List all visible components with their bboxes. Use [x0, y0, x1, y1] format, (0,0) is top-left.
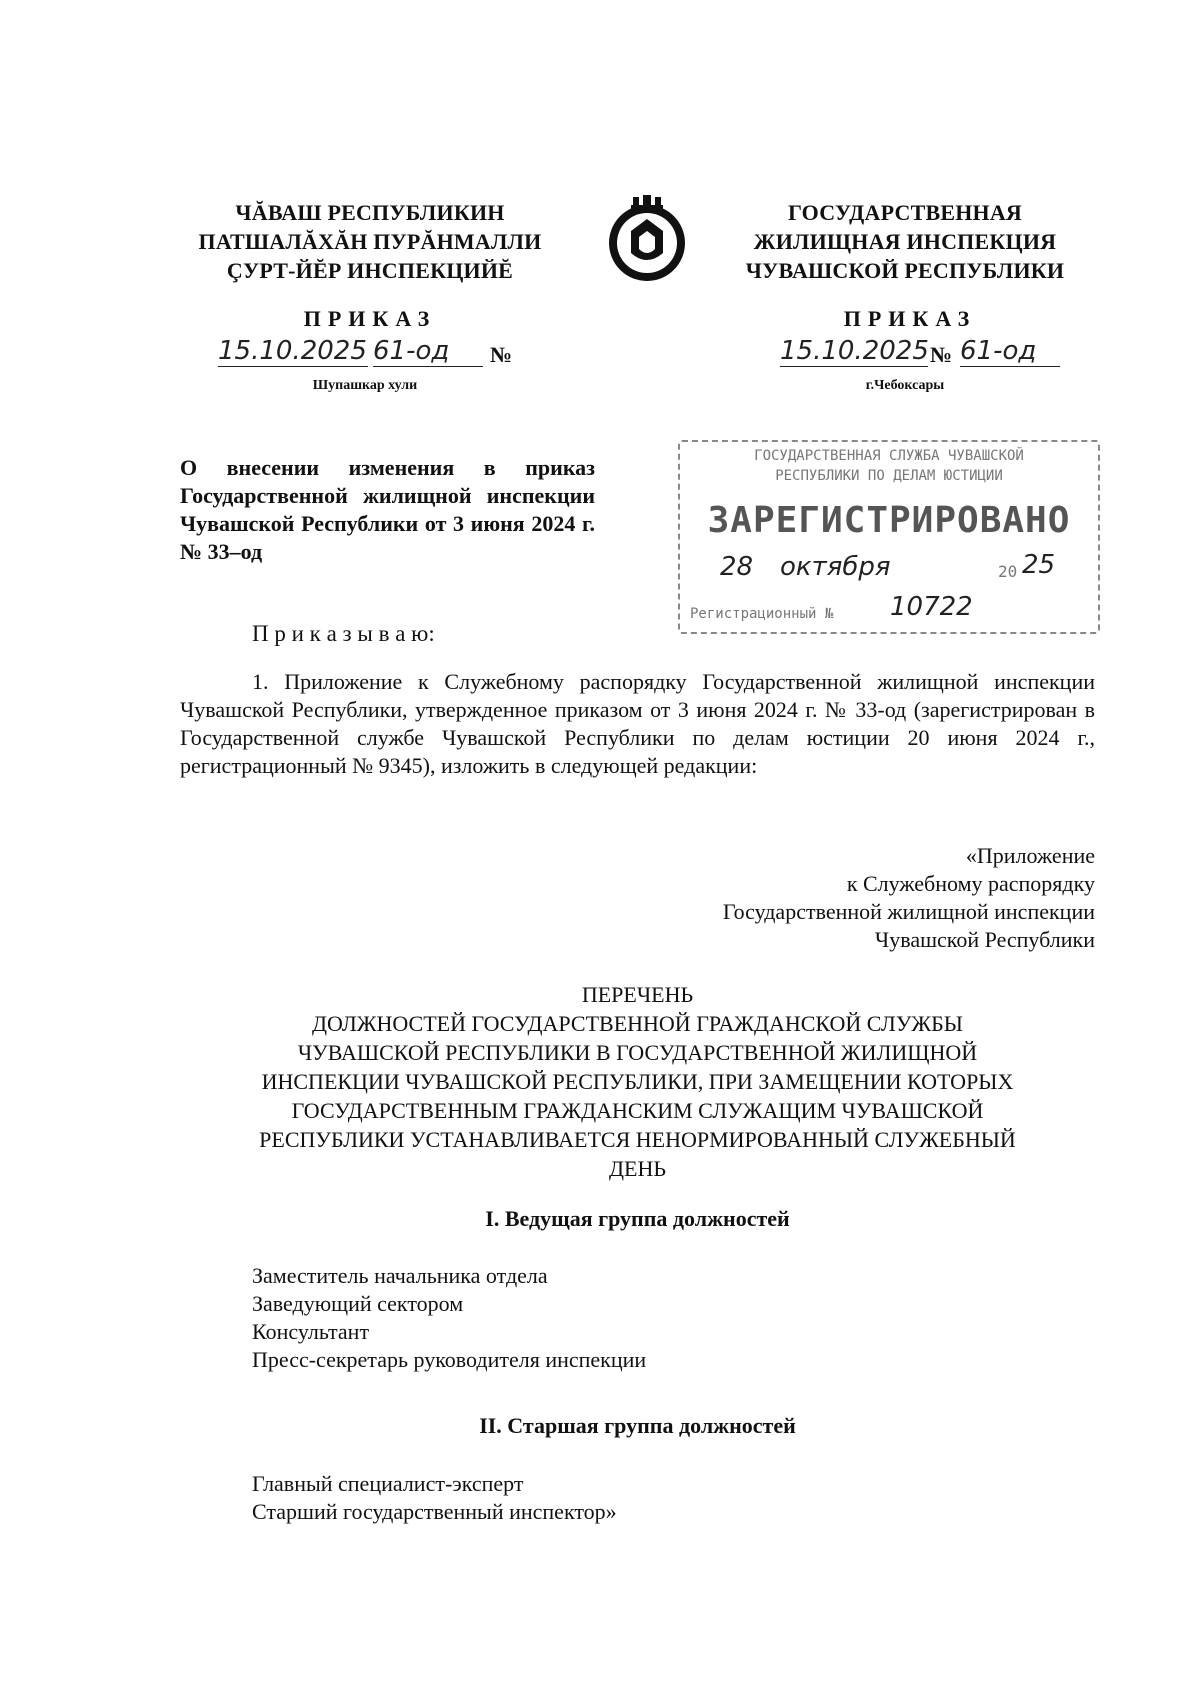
header-right-line3: ЧУВАШСКОЙ РЕСПУБЛИКИ: [745, 258, 1065, 283]
left-order-number: 61-од: [373, 336, 483, 367]
list-title-line2: ДОЛЖНОСТЕЙ ГОСУДАРСТВЕННОЙ ГРАЖДАНСКОЙ СЛУЖБЫ: [312, 1011, 963, 1036]
stamp-line1: ГОСУДАРСТВЕННАЯ СЛУЖБА ЧУВАШСКОЙ: [754, 448, 1024, 464]
header-left-line3: ÇУРТ-ЙĔР ИНСПЕКЦИЙĔ: [226, 258, 514, 283]
stamp-month: октября: [780, 552, 891, 582]
appendix-line2: к Служебному распорядку: [846, 871, 1095, 896]
stamp-reg-number: 10722: [890, 592, 973, 622]
list-title-line5: ГОСУДАРСТВЕННЫМ ГРАЖДАНСКИМ СЛУЖАЩИМ ЧУВАШСКОЙ: [291, 1098, 984, 1123]
header-right-line1: ГОСУДАРСТВЕННАЯ: [788, 200, 1022, 225]
stamp-year-prefix: 20: [998, 562, 1018, 581]
appendix-line1: «Приложение: [965, 843, 1095, 868]
appendix-block: [600, 842, 1095, 954]
list-title-line4: ИНСПЕКЦИИ ЧУВАШСКОЙ РЕСПУБЛИКИ, ПРИ ЗАМЕЩЕНИИ КОТОРЫХ: [261, 1069, 1014, 1094]
section-1-title: I. Ведущая группа должностей: [485, 1206, 790, 1231]
registration-stamp: [678, 440, 1100, 634]
section-1-list: [252, 1262, 1052, 1374]
list-title-line1: ПЕРЕЧЕНЬ: [581, 982, 694, 1007]
list-item: Пресс-секретарь руководителя инспекции: [252, 1347, 647, 1372]
right-order-line: [780, 336, 1080, 376]
prikaz-label-left: ПРИКАЗ: [303, 306, 437, 331]
left-order-line: [218, 336, 518, 376]
paragraph-1: 1. Приложение к Служебному распорядку Государственной жилищной инспекции Чувашской Республики, утвержденное приказом от 3 июня 2024 г. № 33-од (зарегистрирован в Государственной службе Чувашской Республики по делам юстиции 20 июня 2024 г., регистрационный № 9345), изложить в следующей редакции:: [180, 669, 1095, 778]
prikazyvayu: П р и к а з ы в а ю:: [252, 621, 435, 646]
list-title-line6: РЕСПУБЛИКИ УСТАНАВЛИВАЕТСЯ НЕНОРМИРОВАННЫЙ СЛУЖЕБНЫЙ: [259, 1127, 1016, 1152]
header-left: [170, 198, 570, 285]
section-2-list: [252, 1470, 1052, 1526]
section-2-title: II. Старшая группа должностей: [479, 1413, 796, 1438]
header-left-line2: ПАТШАЛĂХĂН ПУРĂНМАЛЛИ: [198, 229, 542, 254]
list-title-line3: ЧУВАШСКОЙ РЕСПУБЛИКИ В ГОСУДАРСТВЕННОЙ ЖИЛИЩНОЙ: [297, 1040, 978, 1065]
left-order-no-sign: №: [490, 342, 513, 367]
stamp-reg-label: Регистрационный №: [690, 606, 834, 622]
list-title-line7: ДЕНЬ: [609, 1156, 666, 1181]
list-item: Консультант: [252, 1319, 370, 1344]
list-item: Старший государственный инспектор»: [252, 1499, 617, 1524]
appendix-line4: Чувашской Республики: [874, 927, 1095, 952]
right-order-date: 15.10.2025: [780, 336, 929, 366]
right-order-city: г.Чебоксары: [865, 378, 945, 393]
header-right: [715, 198, 1095, 285]
list-item: Заведующий сектором: [252, 1291, 464, 1316]
prikaz-label-right: ПРИКАЗ: [843, 306, 977, 331]
coat-of-arms-emblem: [601, 193, 693, 285]
header-right-line2: ЖИЛИЩНАЯ ИНСПЕКЦИЯ: [753, 229, 1057, 254]
list-title: [180, 980, 1095, 1183]
list-item: Главный специалист-эксперт: [252, 1471, 524, 1496]
left-order-city: Шупашкар хули: [312, 378, 418, 393]
right-order-number: 61-од: [960, 336, 1060, 367]
stamp-year-suffix: 25: [1022, 550, 1056, 580]
stamp-day: 28: [720, 552, 754, 582]
header-left-line1: ЧĂВАШ РЕСПУБЛИКИН: [235, 200, 505, 225]
stamp-title: ЗАРЕГИСТРИРОВАНО: [707, 500, 1071, 541]
list-item: Заместитель начальника отдела: [252, 1263, 548, 1288]
order-subject: О внесении изменения в приказ Государственной жилищной инспекции Чувашской Республики от 3 июня 2024 г. № 33–од: [180, 455, 595, 564]
stamp-line2: РЕСПУБЛИКИ ПО ДЕЛАМ ЮСТИЦИИ: [775, 468, 1003, 484]
right-order-no-sign: №: [930, 342, 953, 367]
appendix-line3: Государственной жилищной инспекции: [722, 899, 1095, 924]
left-order-date: 15.10.2025: [218, 336, 367, 366]
